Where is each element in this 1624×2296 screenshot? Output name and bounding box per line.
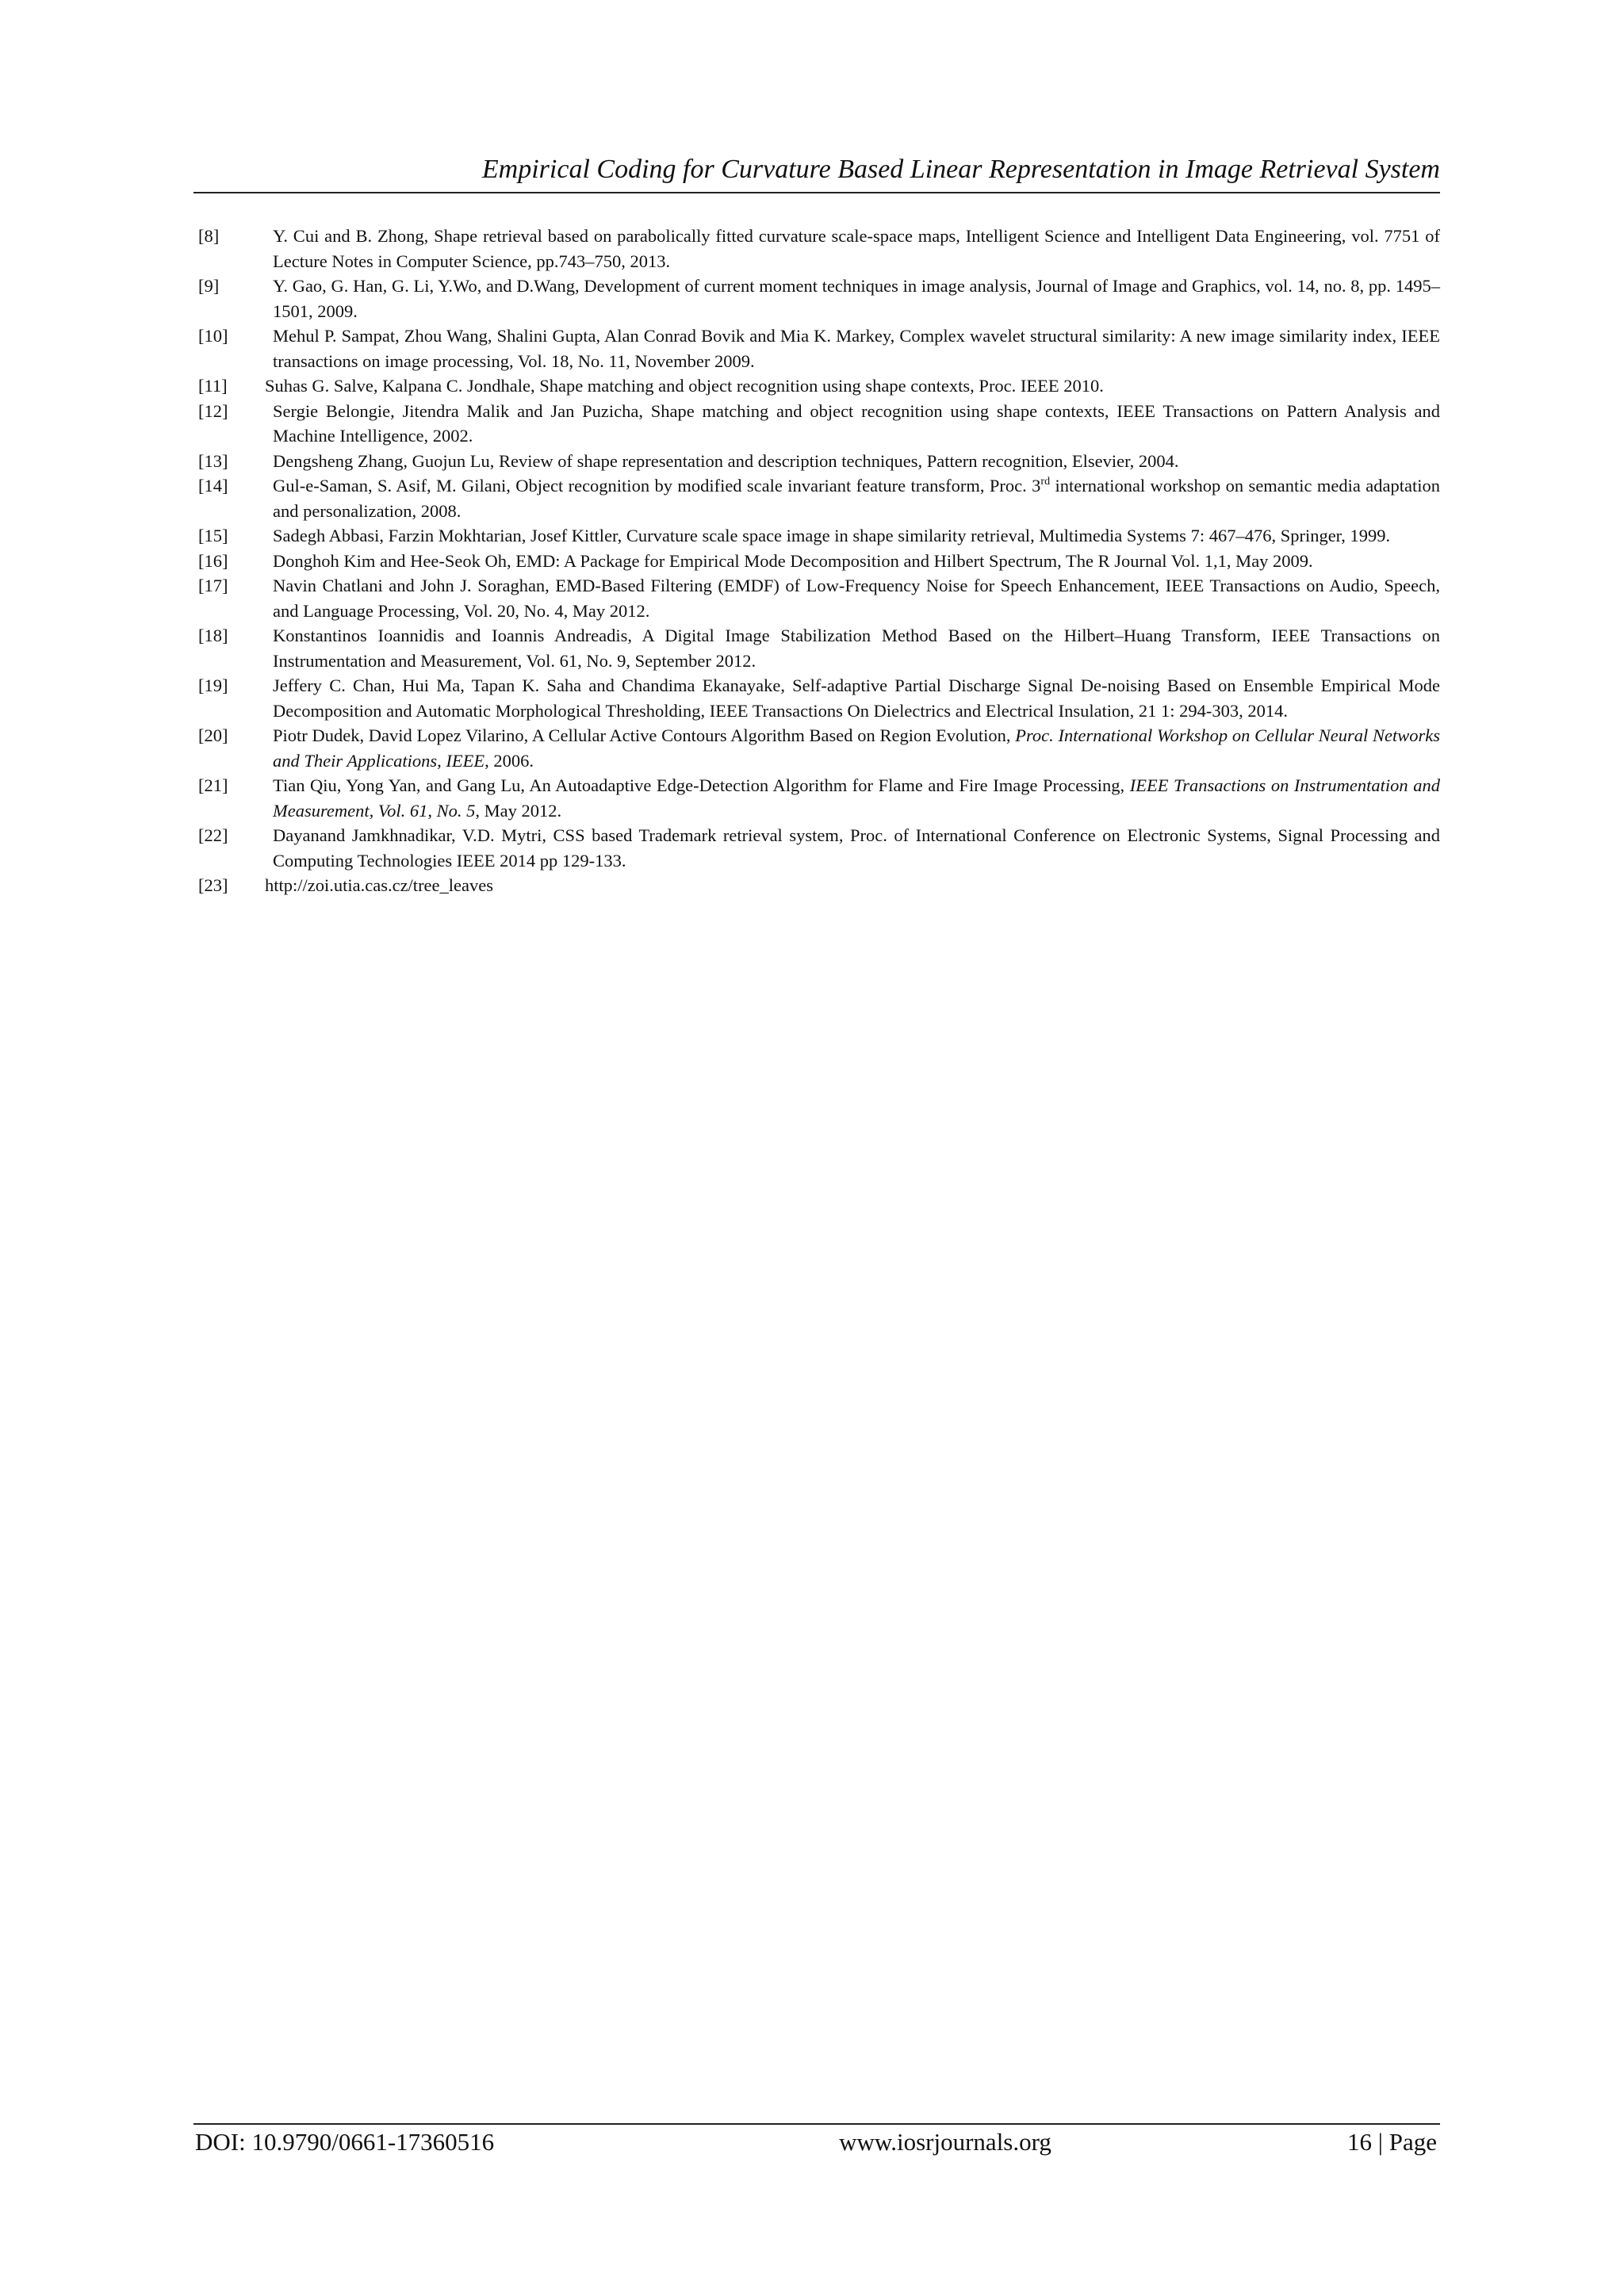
reference-item (198, 623, 1440, 673)
reference-text: Navin Chatlani and John J. Soraghan, EMD-Based Filtering (EMDF) of Low-Frequency Noise for Speech Enhancement, IEEE Transactions on Audio, Speech, and Language Processing, Vol. 20, No. 4, May 2012. (273, 576, 1440, 621)
reference-venue-italic: Proc. International Workshop on Cellular Neural Networks and Their Applications, IEEE (273, 725, 1440, 771)
header-rule (193, 192, 1440, 193)
reference-item (198, 224, 1440, 274)
reference-item (198, 399, 1440, 449)
reference-number: [8] (198, 226, 220, 246)
reference-number: [14] (198, 476, 228, 496)
reference-text: Mehul P. Sampat, Zhou Wang, Shalini Gupta, Alan Conrad Bovik and Mia K. Markey, Complex wavelet structural similarity: A new image similarity index, IEEE transactions on image processing, Vol. 18, No. 11, November 2009. (273, 326, 1440, 371)
reference-number: [15] (198, 526, 228, 545)
reference-item (198, 573, 1440, 623)
reference-text-part: Gul-e-Saman, S. Asif, M. Gilani, Object recognition by modified scale invariant feature transform, Proc. 3 (273, 476, 1041, 496)
reference-text: Donghoh Kim and Hee-Seok Oh, EMD: A Package for Empirical Mode Decomposition and Hilbert Spectrum, The R Journal Vol. 1,1, May 2009. (273, 550, 1313, 571)
reference-item (198, 773, 1440, 823)
reference-text-part: , May 2012. (475, 800, 562, 821)
reference-number: [12] (198, 400, 228, 421)
reference-item (198, 323, 1440, 373)
reference-item (198, 274, 1440, 323)
reference-text: Konstantinos Ioannidis and Ioannis Andreadis, A Digital Image Stabilization Method Based on the Hilbert–Huang Transform, IEEE Transactions on Instrumentation and Measurement, Vol. 61, No. 9, September 2012. (273, 626, 1440, 671)
reference-item (198, 449, 1440, 474)
reference-item (198, 473, 1440, 523)
reference-superscript: rd (1040, 476, 1051, 488)
reference-number: [16] (198, 550, 228, 571)
reference-number: [22] (198, 825, 228, 845)
footer-website: www.iosrjournals.org (839, 2128, 1051, 2156)
reference-number: [19] (198, 675, 228, 695)
reference-text-part: international workshop on semantic media adaptation and personalization, 2008. (273, 476, 1440, 521)
reference-venue-italic: IEEE Transactions on Instrumentation and Measurement, Vol. 61, No. 5 (273, 775, 1440, 821)
reference-number: [10] (198, 326, 228, 346)
reference-item (198, 873, 1440, 898)
reference-number: [18] (198, 626, 228, 645)
reference-text: Sergie Belongie, Jitendra Malik and Jan Puzicha, Shape matching and object recognition using shape contexts, IEEE Transactions on Pattern Analysis and Machine Intelligence, 2002. (273, 400, 1440, 446)
reference-text-part: Tian Qiu, Yong Yan, and Gang Lu, An Autoadaptive Edge-Detection Algorithm for Flame and Fire Image Processing, (273, 775, 1130, 795)
reference-list (198, 224, 1440, 898)
reference-text: Dengsheng Zhang, Guojun Lu, Review of shape representation and description techniques, Pattern recognition, Elsevier, 2004. (273, 450, 1179, 471)
reference-number: [23] (198, 875, 228, 895)
reference-number: [21] (198, 775, 228, 795)
reference-number: [17] (198, 576, 228, 595)
reference-item (198, 823, 1440, 873)
reference-number: [20] (198, 725, 228, 745)
footer-rule (193, 2123, 1440, 2125)
running-header-title: Empirical Coding for Curvature Based Linear Representation in Image Retrieval System (481, 155, 1440, 184)
footer-doi: DOI: 10.9790/0661-17360516 (195, 2128, 495, 2156)
reference-text: Suhas G. Salve, Kalpana C. Jondhale, Shape matching and object recognition using shape contexts, Proc. IEEE 2010. (265, 376, 1104, 396)
reference-item (198, 549, 1440, 574)
reference-text: Y. Cui and B. Zhong, Shape retrieval based on parabolically fitted curvature scale-space maps, Intelligent Science and Intelligent Data Engineering, vol. 7751 of Lecture Notes in Computer Science, pp.743–750, 2013. (273, 226, 1440, 271)
reference-number: [11] (198, 376, 228, 396)
reference-text: Sadegh Abbasi, Farzin Mokhtarian, Josef Kittler, Curvature scale space image in shape similarity retrieval, Multimedia Systems 7: 467–476, Springer, 1999. (273, 526, 1391, 545)
reference-item (198, 373, 1440, 399)
reference-url: http://zoi.utia.cas.cz/tree_leaves (265, 875, 493, 895)
reference-item (198, 523, 1440, 549)
reference-text: Dayanand Jamkhnadikar, V.D. Mytri, CSS based Trademark retrieval system, Proc. of International Conference on Electronic Systems, Signal Processing and Computing Technologies IEEE 2014 pp 129-133. (273, 825, 1440, 871)
reference-text: Y. Gao, G. Han, G. Li, Y.Wo, and D.Wang, Development of current moment techniques in image analysis, Journal of Image and Graphics, vol. 14, no. 8, pp. 1495–1501, 2009. (273, 276, 1440, 321)
reference-number: [13] (198, 450, 228, 471)
reference-item (198, 673, 1440, 723)
footer-page-number: 16 | Page (1347, 2128, 1437, 2156)
reference-number: [9] (198, 276, 220, 296)
reference-text-part: Piotr Dudek, David Lopez Vilarino, A Cellular Active Contours Algorithm Based on Region Evolution, (273, 725, 1016, 745)
reference-item (198, 723, 1440, 773)
reference-text-part: , 2006. (485, 750, 534, 771)
reference-text: Jeffery C. Chan, Hui Ma, Tapan K. Saha and Chandima Ekanayake, Self-adaptive Partial Discharge Signal De-noising Based on Ensemble Empirical Mode Decomposition and Automatic Morphological Thresholding, IEEE Transactions On Dielectrics and Electrical Insulation, 21 1: 294-303, 2014. (273, 675, 1440, 721)
